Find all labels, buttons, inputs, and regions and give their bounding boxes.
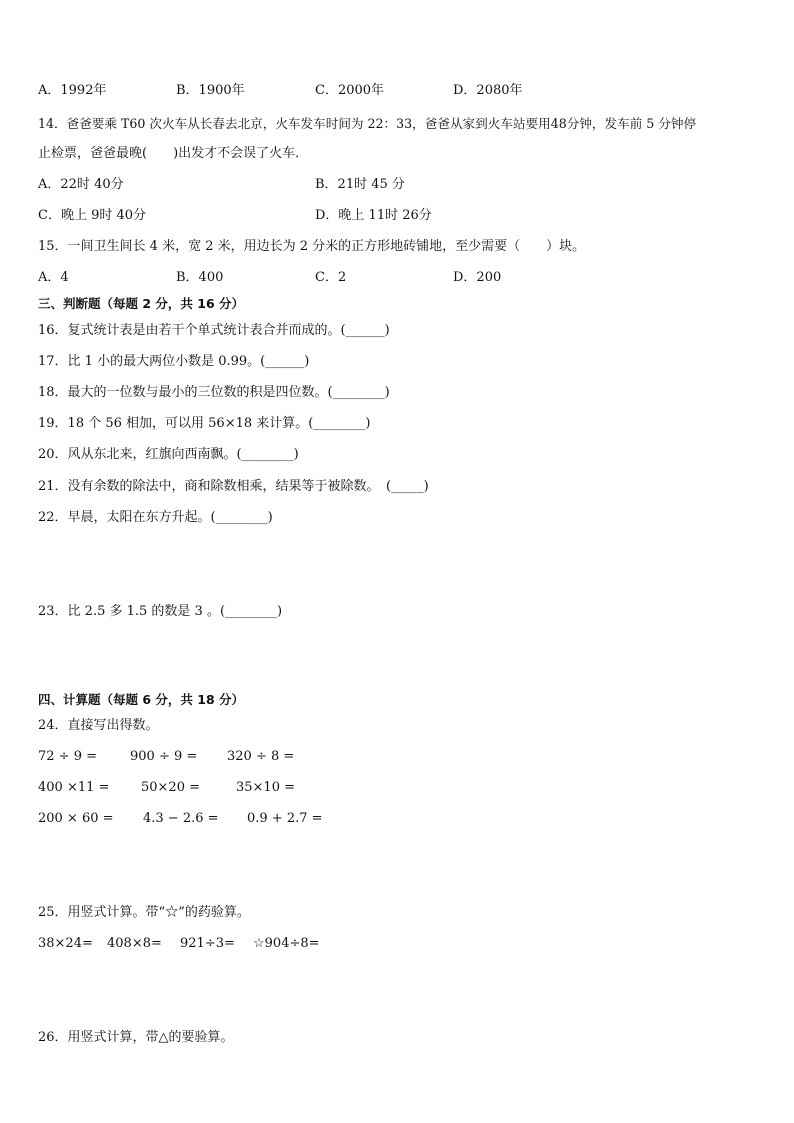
q13-option-b: B．1900年 <box>176 83 245 98</box>
q25-item-2: 408×8= <box>107 936 162 951</box>
q25-item-1: 38×24= <box>38 936 93 951</box>
q25-item-4: ☆904÷8= <box>253 936 320 951</box>
q22-judge: 22．早晨，太阳在东方升起。(________) <box>38 510 273 525</box>
q24-r3-c3: 0.9 + 2.7 = <box>247 811 323 826</box>
q24-r2-c2: 50×20 = <box>141 780 201 795</box>
q24-r1-c1: 72 ÷ 9 = <box>38 749 97 764</box>
q15-question: 15．一间卫生间长 4 米，宽 2 米，用边长为 2 分米的正方形地砖铺地，至少需要（ ）块。 <box>38 239 586 254</box>
q13-option-c: C．2000年 <box>315 83 385 98</box>
q20-judge: 20．风从东北来，红旗向西南飘。(________) <box>38 447 299 462</box>
q24-r2-c1: 400 ×11 = <box>38 780 110 795</box>
q14-question-line1: 14．爸爸要乘 T60 次火车从长春去北京，火车发车时间为 22：33，爸爸从家到火车站要用48分钟，发车前 5 分钟停 <box>38 116 697 131</box>
q25-title: 25．用竖式计算。带“☆”的药验算。 <box>38 905 250 920</box>
q15-option-b: B．400 <box>176 270 224 285</box>
q24-r1-c3: 320 ÷ 8 = <box>227 749 295 764</box>
q14-option-c: C．晚上 9时 40分 <box>38 208 147 223</box>
section-4-heading: 四、计算题（每题 6 分，共 18 分） <box>38 692 245 707</box>
q24-r3-c2: 4.3 − 2.6 = <box>143 811 219 826</box>
q16-judge: 16．复式统计表是由若干个单式统计表合并而成的。(______) <box>38 323 390 338</box>
q14-option-b: B．21时 45 分 <box>315 177 405 192</box>
q13-option-d: D．2080年 <box>453 83 523 98</box>
q14-question-line2: 止检票，爸爸最晚( )出发才不会误了火车． <box>38 146 309 161</box>
q24-title: 24．直接写出得数。 <box>38 718 159 733</box>
q26-title: 26．用竖式计算，带△的要验算。 <box>38 1030 234 1045</box>
q15-option-d: D．200 <box>453 270 502 285</box>
q23-judge: 23．比 2.5 多 1.5 的数是 3 。(________) <box>38 604 283 619</box>
q21-judge: 21．没有余数的除法中，商和除数相乘，结果等于被除数。 (_____) <box>38 479 429 494</box>
q18-judge: 18．最大的一位数与最小的三位数的积是四位数。(________) <box>38 385 390 400</box>
q14-option-a: A．22时 40分 <box>38 177 124 192</box>
q19-judge: 19．18 个 56 相加，可以用 56×18 来计算。(________) <box>38 416 371 431</box>
q14-option-d: D．晚上 11时 26分 <box>315 208 432 223</box>
q15-option-c: C．2 <box>315 270 347 285</box>
q24-r1-c2: 900 ÷ 9 = <box>130 749 198 764</box>
q25-item-3: 921÷3= <box>180 936 235 951</box>
section-3-heading: 三、判断题（每题 2 分，共 16 分） <box>38 296 245 311</box>
q24-r3-c1: 200 × 60 = <box>38 811 114 826</box>
q13-option-a: A．1992年 <box>38 83 107 98</box>
q24-r2-c3: 35×10 = <box>236 780 296 795</box>
q15-option-a: A．4 <box>38 270 69 285</box>
q17-judge: 17．比 1 小的最大两位小数是 0.99。(______) <box>38 354 310 369</box>
